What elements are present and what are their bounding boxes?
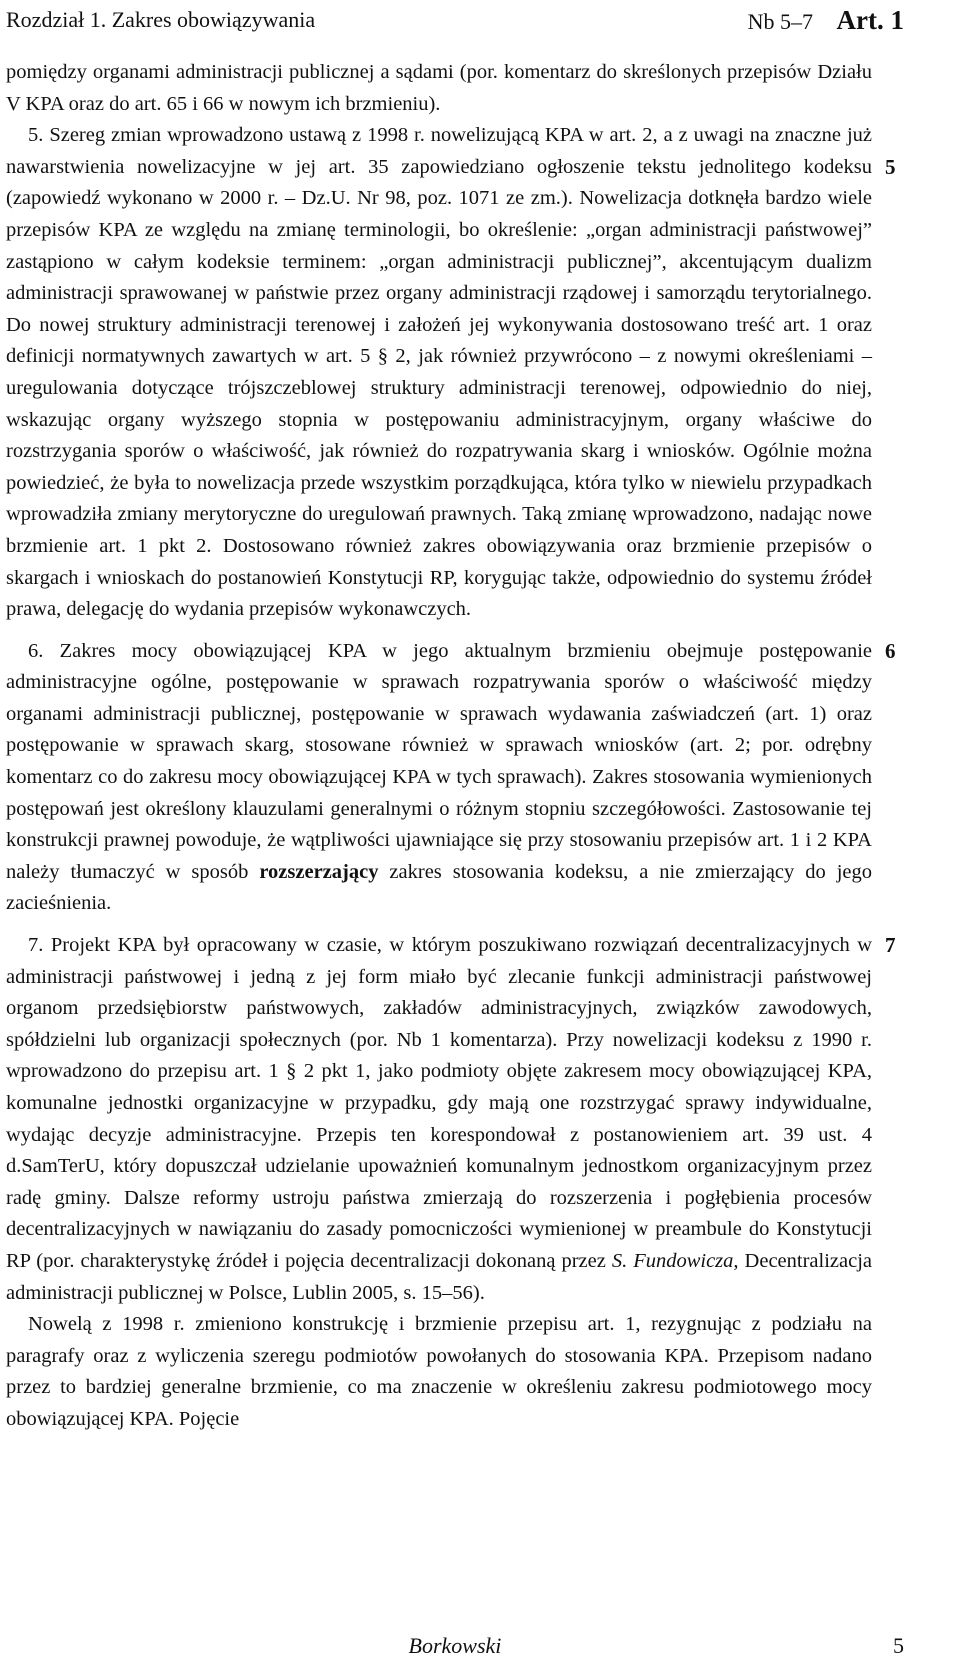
paragraph-6-text-start: 6. Zakres mocy obowiązującej KPA w jego aktualnym brzmieniu obejmuje postępowanie administracyjne ogólne, postępowanie w sprawach rozpatrywania sporów o właściwość między organami administracji publicznej, postępowanie w sprawach wydawania zaświadczeń (art. 1) oraz postępowanie w sprawach skarg, stosowane również w sprawach wniosków (art. 2; por. odrębny komentarz co do zakresu mocy obowiązującej KPA w tych sprawach). Zakres stosowania wymienionych postępowań jest określony klauzulami generalnymi o różnym stopniu szczegółowości. Zastosowanie tej konstrukcji prawnej powoduje, że wątpliwości ujawniające się przy stosowaniu przepisów art. 1 i 2 KPA należy tłumaczyć w sposób: [6, 639, 872, 883]
marginal-number-range: Nb 5–7: [747, 9, 814, 34]
page-footer: [6, 1628, 904, 1664]
paragraph-6: [6, 636, 896, 920]
paragraph-8: Nowelą z 1998 r. zmieniono konstrukcję i brzmienie przepisu art. 1, rezygnując z podziału na paragrafy oraz z wyliczenia szeregu podmiotów powołanych do stosowania KPA. Przepisom nadano przez to bardziej generalne brzmienie, co ma znaczenie w określeniu zakresu podmiotowego mocy obowiązującej KPA. Pojęcie: [6, 1313, 872, 1430]
marginal-number-6: 6: [885, 638, 896, 663]
running-head-chapter: Rozdział 1. Zakres obowiązywania: [6, 7, 316, 32]
paragraph-7-text-start: 7. Projekt KPA był opracowany w czasie, w którym poszukiwano rozwiązań decentralizacyjnych w administracji państwowej i jedną z jej form miało być zlecanie funkcji administracji państwowej organom przedsiębiorstw państwowych, zakładów administracyjnych, związków zawodowych, spółdzielni lub organizacji społecznych (por. Nb 1 komentarza). Przy nowelizacji kodeksu z 1990 r. wprowadzono do przepisu art. 1 § 2 pkt 1, jako podmioty objęte zakresem mocy obowiązującej KPA, komunalne jednostki organizacyjne w przypadku, gdy mają one rozstrzygać sprawy indywidualne, wydając decyzje administracyjne. Przepis ten korespondował z postanowieniem art. 39 ust. 4 d.SamTerU, który dopuszczał udzielanie upoważnień komunalnym jednostkom organizacyjnym przez radę gminy. Dalsze reformy ustroju państwa zmierzają do rozszerzenia i pogłębienia procesów decentralizacyjnych w nawiązaniu do zasady pomocniczości wymienionej w preambule do Konstytucji RP (por. charakterystykę źródeł i pojęcia decentralizacji dokonaną przez: [6, 934, 872, 1272]
paragraph-continuation: pomiędzy organami administracji publicznej a sądami (por. komentarz do skreślonych przepisów Działu V KPA oraz do art. 65 i 66 w nowym ich brzmieniu).: [6, 61, 872, 115]
page-number: 5: [893, 1633, 904, 1658]
paragraph-7: [6, 930, 896, 1309]
marginal-number-5: 5: [885, 154, 896, 179]
paragraph-5: [6, 120, 896, 626]
marginal-number-7: 7: [885, 933, 896, 958]
footer-author: Borkowski: [408, 1633, 502, 1658]
running-head-right: [748, 2, 904, 40]
paragraph-6-text-end: zakres stosowania kodeksu, a nie zmierzający do jego zacieśnienia.: [6, 860, 872, 915]
page-header: [6, 2, 904, 38]
cited-author: S. Fundowicza: [611, 1249, 734, 1272]
article-label: Art. 1: [836, 5, 904, 35]
paragraph-5-text: 5. Szereg zmian wprowadzono ustawą z 1998 r. nowelizującą KPA w art. 2, a z uwagi na znaczne już nawarstwienia nowelizacyjne w jej art. 35 zapowiedziano ogłoszenie tekstu jednolitego kodeksu (zapowiedź wykonano w 2000 r. – Dz.U. Nr 98, poz. 1071 ze zm.). Nowelizacja dotknęła bardzo wiele przepisów KPA ze względu na zmianę terminologii, bo określenie: „organ administracji państwowej” zastąpiono w całym kodeksie terminem: „organ administracji publicznej”, akcentującym dualizm administracji sprawowanej w państwie przez organy administracji rządowej i samorządu terytorialnego. Do nowej struktury administracji terenowej i założeń jej wykonywania dostosowano treść art. 1 oraz definicji normatywnych zawartych w art. 5 § 2, jak również przywrócono – z nowymi określeniami – uregulowania dotyczące trójszczeblowej struktury administracji terenowej, odpowiednio do niej, wskazując organy wyższego stopnia w postępowaniu administracyjnym, organy właściwe do rozstrzygania sporów o właściwość, jak również do rozpatrywania skarg i wniosków. Ogólnie można powiedzieć, że była to nowelizacja przede wszystkim porządkująca, która tylko w niewielu przypadkach wprowadziła zmiany merytoryczne do uregulowań prawnych. Taką zmianę wprowadzono, nadając nowe brzmienie art. 1 pkt 2. Dostosowano również zakres obowiązywania oraz brzmienie przepisów o skargach i wnioskach do postanowień Konstytucji RP, korygując także, odpowiednio do systemu źródeł prawa, delegację do wydania przepisów wykonawczych.: [6, 124, 872, 621]
emphasis-bold: rozszerzający: [259, 860, 379, 883]
paragraph-7-text-end: , Decentralizacja administracji publicznej w Polsce, Lublin 2005, s. 15–56).: [6, 1249, 872, 1304]
commentary-text: [6, 57, 896, 1436]
